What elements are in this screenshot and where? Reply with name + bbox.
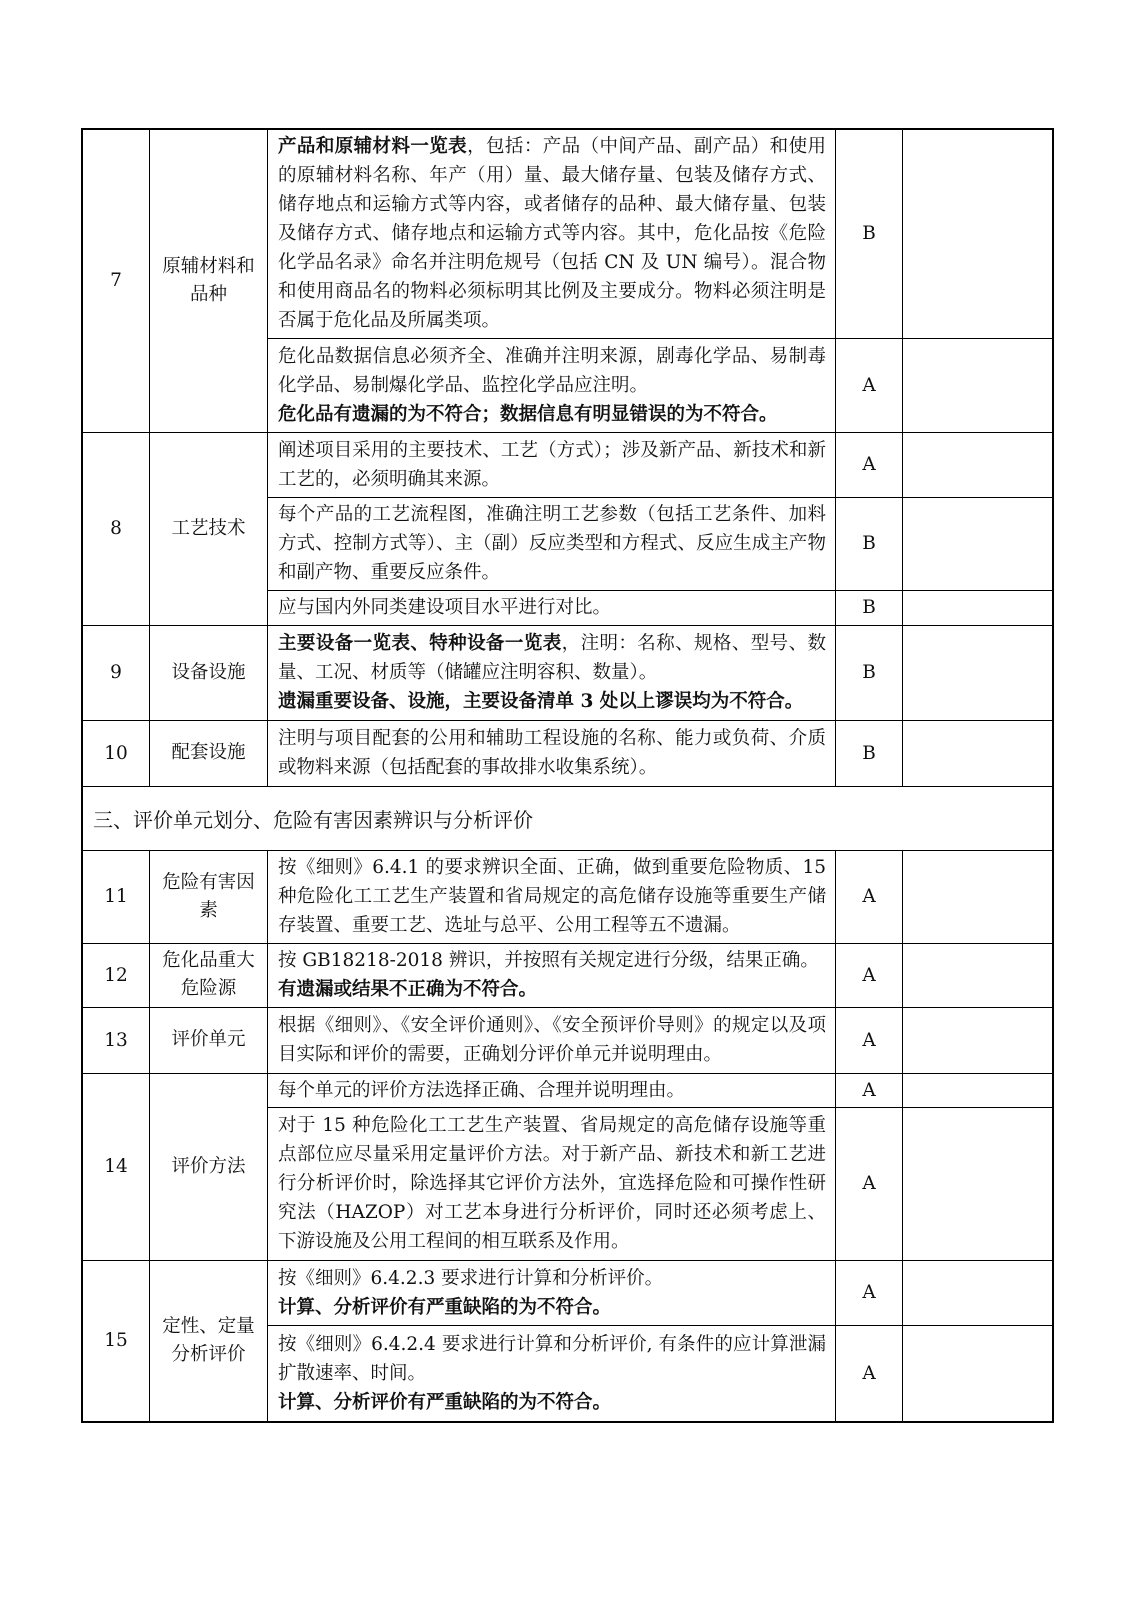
item-number: 11 xyxy=(82,850,150,943)
grade-cell: B xyxy=(836,497,903,590)
requirement-paragraph xyxy=(278,500,826,587)
item-name: 工艺技术 xyxy=(150,432,268,625)
grade-cell: B xyxy=(836,129,903,338)
requirement-text: 对于 15 种危险化工工艺生产装置、省局规定的高危储存设施等重点部位应尽量采用定量评价方法。对于新产品、新技术和新工艺进行分析评价时，除选择其它评价方法外，宜选择危险和可操作性研究法（HAZOP）对工艺本身进行分析评价，同时还必须考虑上、下游设施及公用工程间的相互联系及作用。 xyxy=(278,1115,826,1252)
requirement-paragraph xyxy=(278,946,826,975)
grade-cell: A xyxy=(836,850,903,943)
item-number: 12 xyxy=(82,943,150,1007)
remarks-cell xyxy=(903,720,1054,786)
requirement-paragraph xyxy=(278,1388,826,1417)
requirement-paragraph xyxy=(278,724,826,782)
requirement-text: 每个单元的评价方法选择正确、合理并说明理由。 xyxy=(278,1079,686,1101)
remarks-cell xyxy=(903,497,1054,590)
requirement-text: 按《细则》6.4.2.3 要求进行计算和分析评价。 xyxy=(278,1267,664,1289)
item-number: 15 xyxy=(82,1260,150,1422)
requirement-text: 按 GB18218-2018 辨识，并按照有关规定进行分级，结果正确。 xyxy=(278,950,819,971)
item-name: 定性、定量分析评价 xyxy=(150,1260,268,1422)
item-name: 危险有害因素 xyxy=(150,850,268,943)
requirement-text: 阐述项目采用的主要技术、工艺（方式）；涉及新产品、新技术和新工艺的，必须明确其来源。 xyxy=(278,439,826,490)
bold-criterion-text: 计算、分析评价有严重缺陷的为不符合。 xyxy=(278,1296,612,1318)
bold-criterion-text: 产品和原辅材料一览表 xyxy=(278,136,468,158)
requirement-text: ，包括：产品（中间产品、副产品）和使用的原辅材料名称、年产（用）量、最大储存量、包装及储存方式、储存地点和运输方式等内容，或者储存的品种、最大储存量、包装及储存方式、储存地点和运输方式等内容。其中，危化品按《危险化学品名录》命名并注明危规号（包括 CN 及 UN 编号）。混合物和使用商品名的物料必须标明其比例及主要成分。物料必须注明是否属于危化品及所属类项。 xyxy=(278,136,826,332)
grade-cell: A xyxy=(836,943,903,1007)
remarks-cell xyxy=(903,1260,1054,1325)
requirement-content xyxy=(268,338,836,432)
requirement-text: 危化品数据信息必须齐全、准确并注明来源，剧毒化学品、易制毒化学品、易制爆化学品、监控化学品应注明。 xyxy=(278,345,826,396)
grade-cell: A xyxy=(836,1325,903,1422)
table-row xyxy=(82,1007,1053,1073)
grade-cell: B xyxy=(836,625,903,720)
table-row xyxy=(82,1073,1053,1107)
grade-cell: A xyxy=(836,432,903,497)
requirement-paragraph xyxy=(278,400,826,429)
remarks-cell xyxy=(903,1325,1054,1422)
bold-criterion-text: 有遗漏或结果不正确为不符合。 xyxy=(278,979,538,1000)
requirement-paragraph xyxy=(278,975,826,1004)
requirement-text: ，注明：名称、规格、型号、数量、工况、材质等（储罐应注明容积、数量）。 xyxy=(278,633,826,683)
table-row xyxy=(82,720,1053,786)
requirement-paragraph xyxy=(278,1330,826,1388)
table-row xyxy=(82,432,1053,497)
requirement-content xyxy=(268,943,836,1007)
table-row xyxy=(82,943,1053,1007)
requirement-content xyxy=(268,1107,836,1260)
requirement-content xyxy=(268,1073,836,1107)
requirement-paragraph xyxy=(278,1011,826,1069)
remarks-cell xyxy=(903,1107,1054,1260)
remarks-cell xyxy=(903,338,1054,432)
grade-cell: B xyxy=(836,590,903,625)
item-name: 设备设施 xyxy=(150,625,268,720)
item-number: 10 xyxy=(82,720,150,786)
requirement-paragraph xyxy=(278,853,826,940)
remarks-cell xyxy=(903,129,1054,338)
item-number: 13 xyxy=(82,1007,150,1073)
item-number: 14 xyxy=(82,1073,150,1260)
section-title: 三、评价单元划分、危险有害因素辨识与分析评价 xyxy=(82,786,1053,850)
item-name: 危化品重大危险源 xyxy=(150,943,268,1007)
item-name: 评价方法 xyxy=(150,1073,268,1260)
grade-cell: A xyxy=(836,1260,903,1325)
requirement-content xyxy=(268,625,836,720)
requirement-paragraph xyxy=(278,342,826,400)
requirement-paragraph xyxy=(278,687,826,716)
checklist-table xyxy=(81,128,1054,1423)
requirement-paragraph xyxy=(278,1076,826,1105)
grade-cell: B xyxy=(836,720,903,786)
requirement-paragraph xyxy=(278,132,826,335)
requirement-content xyxy=(268,497,836,590)
requirement-paragraph xyxy=(278,1111,826,1256)
requirement-text: 按《细则》6.4.2.4 要求进行计算和分析评价, 有条件的应计算泄漏扩散速率、时间。 xyxy=(278,1333,826,1384)
remarks-cell xyxy=(903,850,1054,943)
remarks-cell xyxy=(903,1073,1054,1107)
requirement-text: 按《细则》6.4.1 的要求辨识全面、正确，做到重要危险物质、15 种危险化工工艺生产装置和省局规定的高危储存设施等重要生产储存装置、重要工艺、选址与总平、公用工程等五不遗漏。 xyxy=(278,857,826,936)
requirement-text: 每个产品的工艺流程图，准确注明工艺参数（包括工艺条件、加料方式、控制方式等）、主（副）反应类型和方程式、反应生成主产物和副产物、重要反应条件。 xyxy=(278,504,826,583)
requirement-content xyxy=(268,850,836,943)
requirement-paragraph xyxy=(278,1293,826,1322)
table-row xyxy=(82,850,1053,943)
requirement-text: 根据《细则》、《安全评价通则》、《安全预评价导则》的规定以及项目实际和评价的需要，正确划分评价单元并说明理由。 xyxy=(278,1015,826,1065)
item-number: 8 xyxy=(82,432,150,625)
item-name: 原辅材料和品种 xyxy=(150,129,268,432)
requirement-content xyxy=(268,1007,836,1073)
requirement-paragraph xyxy=(278,436,826,494)
remarks-cell xyxy=(903,625,1054,720)
bold-criterion-text: 遗漏重要设备、设施，主要设备清单 3 处以上谬误均为不符合。 xyxy=(278,691,804,712)
remarks-cell xyxy=(903,590,1054,625)
requirement-text: 应与国内外同类建设项目水平进行对比。 xyxy=(278,597,612,618)
item-number: 9 xyxy=(82,625,150,720)
requirement-content xyxy=(268,129,836,338)
item-name: 评价单元 xyxy=(150,1007,268,1073)
requirement-content xyxy=(268,432,836,497)
grade-cell: A xyxy=(836,1107,903,1260)
requirement-content xyxy=(268,1260,836,1325)
grade-cell: A xyxy=(836,338,903,432)
requirement-paragraph xyxy=(278,629,826,687)
requirement-content xyxy=(268,1325,836,1422)
requirement-content xyxy=(268,590,836,625)
table-row xyxy=(82,1260,1053,1325)
requirement-text: 注明与项目配套的公用和辅助工程设施的名称、能力或负荷、介质或物料来源（包括配套的事故排水收集系统）。 xyxy=(278,728,826,778)
remarks-cell xyxy=(903,943,1054,1007)
grade-cell: A xyxy=(836,1007,903,1073)
bold-criterion-text: 计算、分析评价有严重缺陷的为不符合。 xyxy=(278,1391,612,1413)
grade-cell: A xyxy=(836,1073,903,1107)
bold-criterion-text: 主要设备一览表、特种设备一览表 xyxy=(278,633,562,654)
bold-criterion-text: 危化品有遗漏的为不符合；数据信息有明显错误的为不符合。 xyxy=(278,403,778,425)
requirement-content xyxy=(268,720,836,786)
item-number: 7 xyxy=(82,129,150,432)
table-row xyxy=(82,625,1053,720)
remarks-cell xyxy=(903,432,1054,497)
requirement-paragraph xyxy=(278,593,826,622)
item-name: 配套设施 xyxy=(150,720,268,786)
requirement-paragraph xyxy=(278,1264,826,1293)
section-header-row xyxy=(82,786,1053,850)
table-row xyxy=(82,129,1053,338)
remarks-cell xyxy=(903,1007,1054,1073)
